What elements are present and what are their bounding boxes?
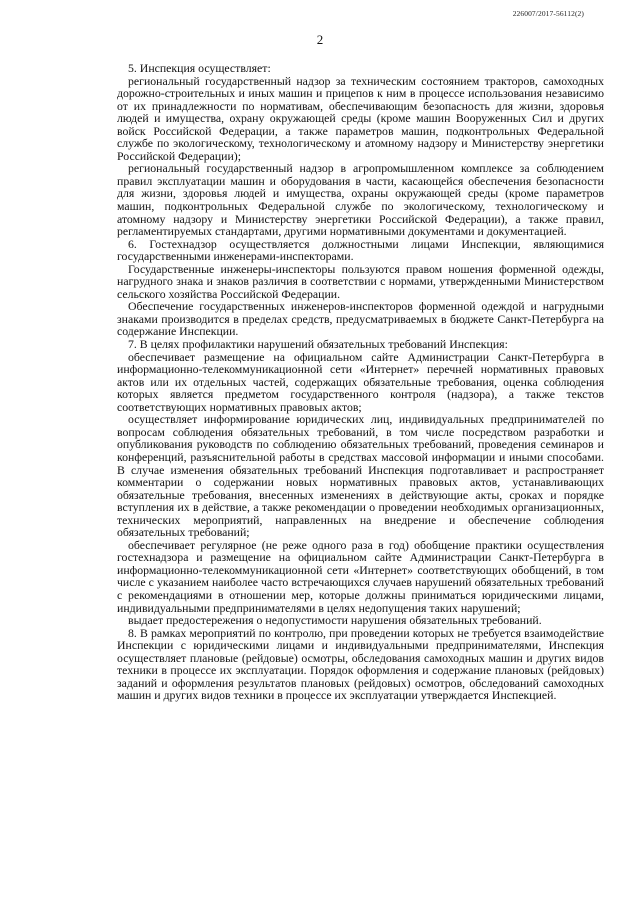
paragraph: выдает предостережения о недопустимости нарушения обязательных требований. [128, 613, 542, 628]
document-number: 226007/2017-56112(2) [512, 9, 584, 18]
paragraph: обеспечивает размещение на официальном сайте Администрации Санкт-Петербурга в информационно-телекоммуникационной сети «Интернет» перечней нормативных правовых актов или их отдельных частей, содержащих обязательные требования, оценка соблюдения которых является предметом государственного контроля (надзора), а также текстов соответствующих нормативных правовых актов; [117, 349, 604, 414]
paragraph-6: 6. Гостехнадзор осуществляется должностными лицами Инспекции, являющимися государственными инженерами-инспекторами. [117, 236, 604, 264]
paragraph-8: 8. В рамках мероприятий по контролю, при проведении которых не требуется взаимодействие Инспекции с юридическими лицами и индивидуальными предпринимателями, Инспекция осуществляет плановые (рейдовые) осмотры, обследования самоходных машин и других видов техники в процессе их эксплуатации. Порядок оформления и содержание плановых (рейдовых) заданий и оформления результатов плановых (рейдовых) осмотров, обследований самоходных машин и других видов техники в процессе их эксплуатации утверждается Инспекцией. [117, 625, 604, 703]
paragraph: осуществляет информирование юридических лиц, индивидуальных предпринимателей по вопросам соблюдения обязательных требований, в том числе посредством разработки и опубликования руководств по соблюдению обязательных требований, проведения семинаров и конференций, разъяснительной работы в средствах массовой информации и иными способами. В случае изменения обязательных требований Инспекция подготавливает и распространяет комментарии о содержании новых нормативных правовых актов, устанавливающих обязательные требования, внесенных изменениях в действующие акты, сроках и порядке вступления их в действие, а также рекомендации о проведении необходимых организационных, технических мероприятий, направленных на внедрение и обеспечение соблюдения обязательных требований; [117, 412, 604, 540]
paragraph: региональный государственный надзор в агропромышленном комплексе за соблюдением правил эксплуатации машин и оборудования в части, касающейся обеспечения безопасности для жизни, здоровья людей и имущества, охраны окружающей среды (кроме параметров машин, подконтрольных Федеральной службе по экологическому, технологическому и атомному надзору и Министерству энергетики Российской Федерации), а также правил, регламентируемых стандартами, другими нормативными документами и документацией. [117, 161, 604, 239]
paragraph-7-intro: 7. В целях профилактики нарушений обязательных требований Инспекция: [128, 337, 508, 352]
paragraph: обеспечивает регулярное (не реже одного раза в год) обобщение практики осуществления гостехнадзора и размещение на официальном сайте Администрации Санкт-Петербурга в информационно-телекоммуникационной сети «Интернет» соответствующих обобщений, в том числе с указанием наиболее часто встречающихся случаев нарушений обязательных требований с рекомендациями в отношении мер, которые должны приниматься юридическими лицами, индивидуальными предпринимателями в целях недопущения таких нарушений; [117, 537, 604, 615]
paragraph: региональный государственный надзор за техническим состоянием тракторов, самоходных дорожно-строительных и иных машин и прицепов к ним в процессе использования независимо от их принадлежности по нормативам, обеспечивающим безопасность для жизни, здоровья людей и имущества, охрану окружающей среды (кроме машин Вооруженных Сил и других войск Российской Федерации, а также параметров машин, подконтрольных Федеральной службе по экологическому, технологическому и атомному надзору и Министерству энергетики Российской Федерации); [117, 73, 604, 163]
page-number: 2 [316, 32, 324, 47]
document-body [117, 62, 604, 702]
paragraph-5-intro: 5. Инспекция осуществляет: [128, 61, 271, 75]
paragraph: Государственные инженеры-инспекторы пользуются правом ношения форменной одежды, нагрудного знака и знаков различия в соответствии с нормами, утвержденными Министерством сельского хозяйства Российской Федерации. [117, 261, 604, 301]
paragraph: Обеспечение государственных инженеров-инспекторов форменной одеждой и нагрудными знаками производится в пределах средств, предусматриваемых в бюджете Санкт-Петербурга на содержание Инспекции. [117, 299, 604, 339]
